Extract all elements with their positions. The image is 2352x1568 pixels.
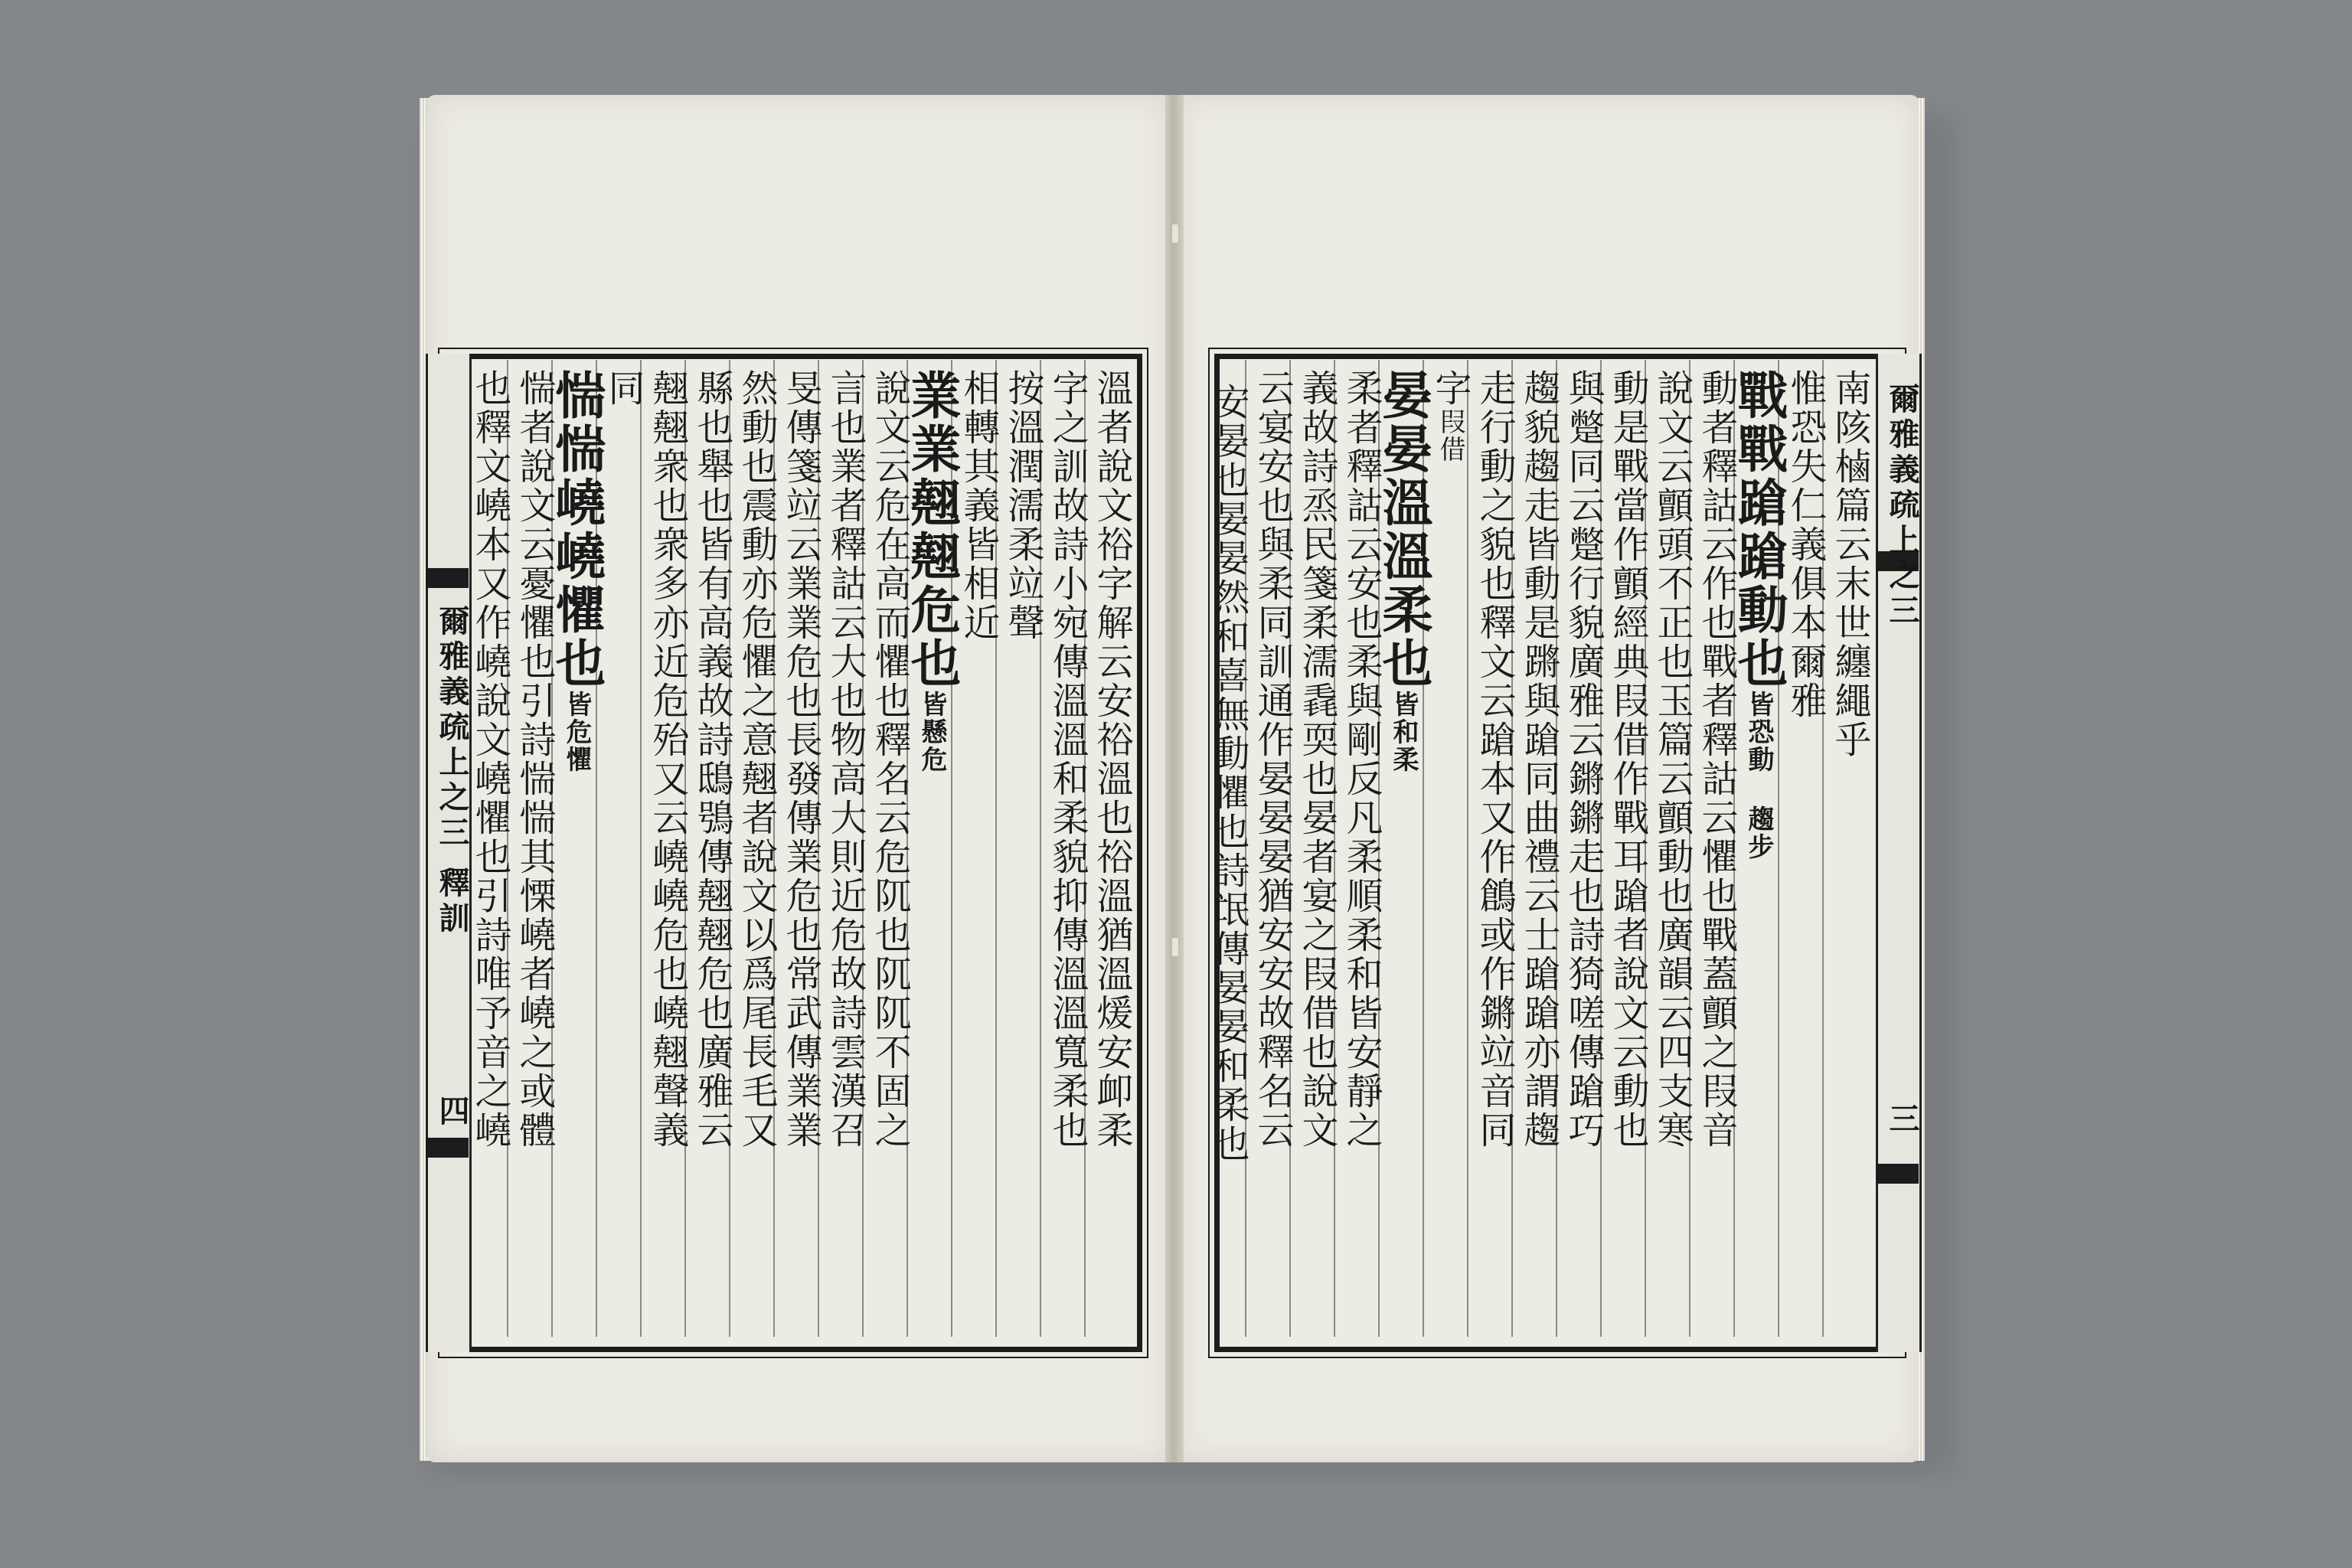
text-column: 云宴安也與柔同訓通作晏晏晏猶安安故釋名云	[1251, 369, 1294, 1150]
text-column: 縣也舉也皆有高義故詩鴟鴞傳翹翹危也廣雅云	[691, 369, 733, 1150]
text-column: 動是戰當作顫經典叚借作戰耳蹌者說文云動也	[1606, 369, 1649, 1150]
text-column: 也釋文嶢本又作嶢說文嶢懼也引詩唯予音之嶢	[469, 369, 511, 1150]
entry-heading: 惴惴嶢嶢懼也皆危懼	[547, 369, 606, 773]
right-folio-number: 三	[1884, 1102, 1920, 1138]
text-column: 動者釋詁云作也戰者釋詁云懼也戰蓋顫之叚音	[1695, 369, 1738, 1150]
text-column: 南陔樐篇云末世纏繩乎	[1828, 369, 1871, 760]
text-column: 然動也震動亦危懼之意翹者說文以爲尾長毛又	[735, 369, 778, 1150]
fish-tail-mark	[426, 1138, 469, 1158]
text-column: 趨貌趨走皆動是蹡與蹌同曲禮云士蹌蹌亦謂趨	[1517, 369, 1560, 1150]
binding-thread	[1171, 224, 1179, 243]
text-column: 言也業者釋詁云大也物高大則近危故詩雲漢召	[824, 369, 867, 1150]
text-column: 義故詩烝民箋柔濡毳耎也晏者宴之叚借也說文	[1295, 369, 1338, 1150]
text-column: 旻傳箋竝云業業危也長發傳業危也常武傳業業	[779, 369, 822, 1150]
text-column: 按溫潤濡柔竝聲	[1001, 369, 1044, 642]
fish-tail-mark	[426, 568, 469, 588]
entry-heading: 業業翹翹危也皆懸危	[902, 369, 962, 773]
text-column: 惟恐失仁義俱本爾雅	[1784, 369, 1827, 720]
text-column: 柔者釋詁云安也柔與剛反凡柔順柔和皆安靜之	[1340, 369, 1383, 1150]
book-gutter	[1165, 95, 1184, 1462]
text-column: 惴者說文云憂懼也引詩惴惴其慄嶢者嶢之或體	[513, 369, 556, 1150]
text-column: 相轉其義皆相近	[957, 369, 1000, 642]
text-column: 說文云顫頭不正也玉篇云顫動也廣韻云四支寒	[1651, 369, 1694, 1150]
entry-heading: 戰戰蹌蹌動也皆恐動 趨步	[1729, 369, 1788, 861]
text-column: 說文云危在高而懼也釋名云危阢也阢阢不固之	[868, 369, 911, 1150]
left-folio-number: 四	[434, 1095, 470, 1130]
text-column: 同	[602, 369, 645, 408]
text-column: 與蹩同云蹩行貌廣雅云鏘鏘走也詩猗嗟傳蹌巧	[1562, 369, 1605, 1150]
text-column: 走行動之貌也釋文云蹌本又作鶬或作鏘竝音同	[1473, 369, 1516, 1150]
binding-thread	[1171, 937, 1179, 957]
text-column: 字叚借	[1429, 369, 1472, 463]
fish-tail-mark	[1876, 1164, 1919, 1184]
text-column: 安晏也晏晏然和喜無動懼也詩氓傳晏晏和柔也	[1207, 383, 1250, 1164]
text-column: 翹翹衆也衆多亦近危殆又云嶢嶢危也嶢翹聲義	[646, 369, 689, 1150]
left-spine-title: 爾雅義疏上之三 釋訓	[434, 605, 470, 937]
entry-heading: 晏晏溫溫柔也皆和柔	[1374, 369, 1433, 773]
text-column: 字之訓故詩小宛傳溫溫和柔貌抑傳溫溫寬柔也	[1046, 369, 1089, 1150]
text-column: 溫者說文𥙿字解云安𥙿溫也𥙿溫猶溫煖安卹柔	[1090, 369, 1133, 1150]
right-spine-title: 爾雅義疏上之三	[1884, 383, 1920, 629]
